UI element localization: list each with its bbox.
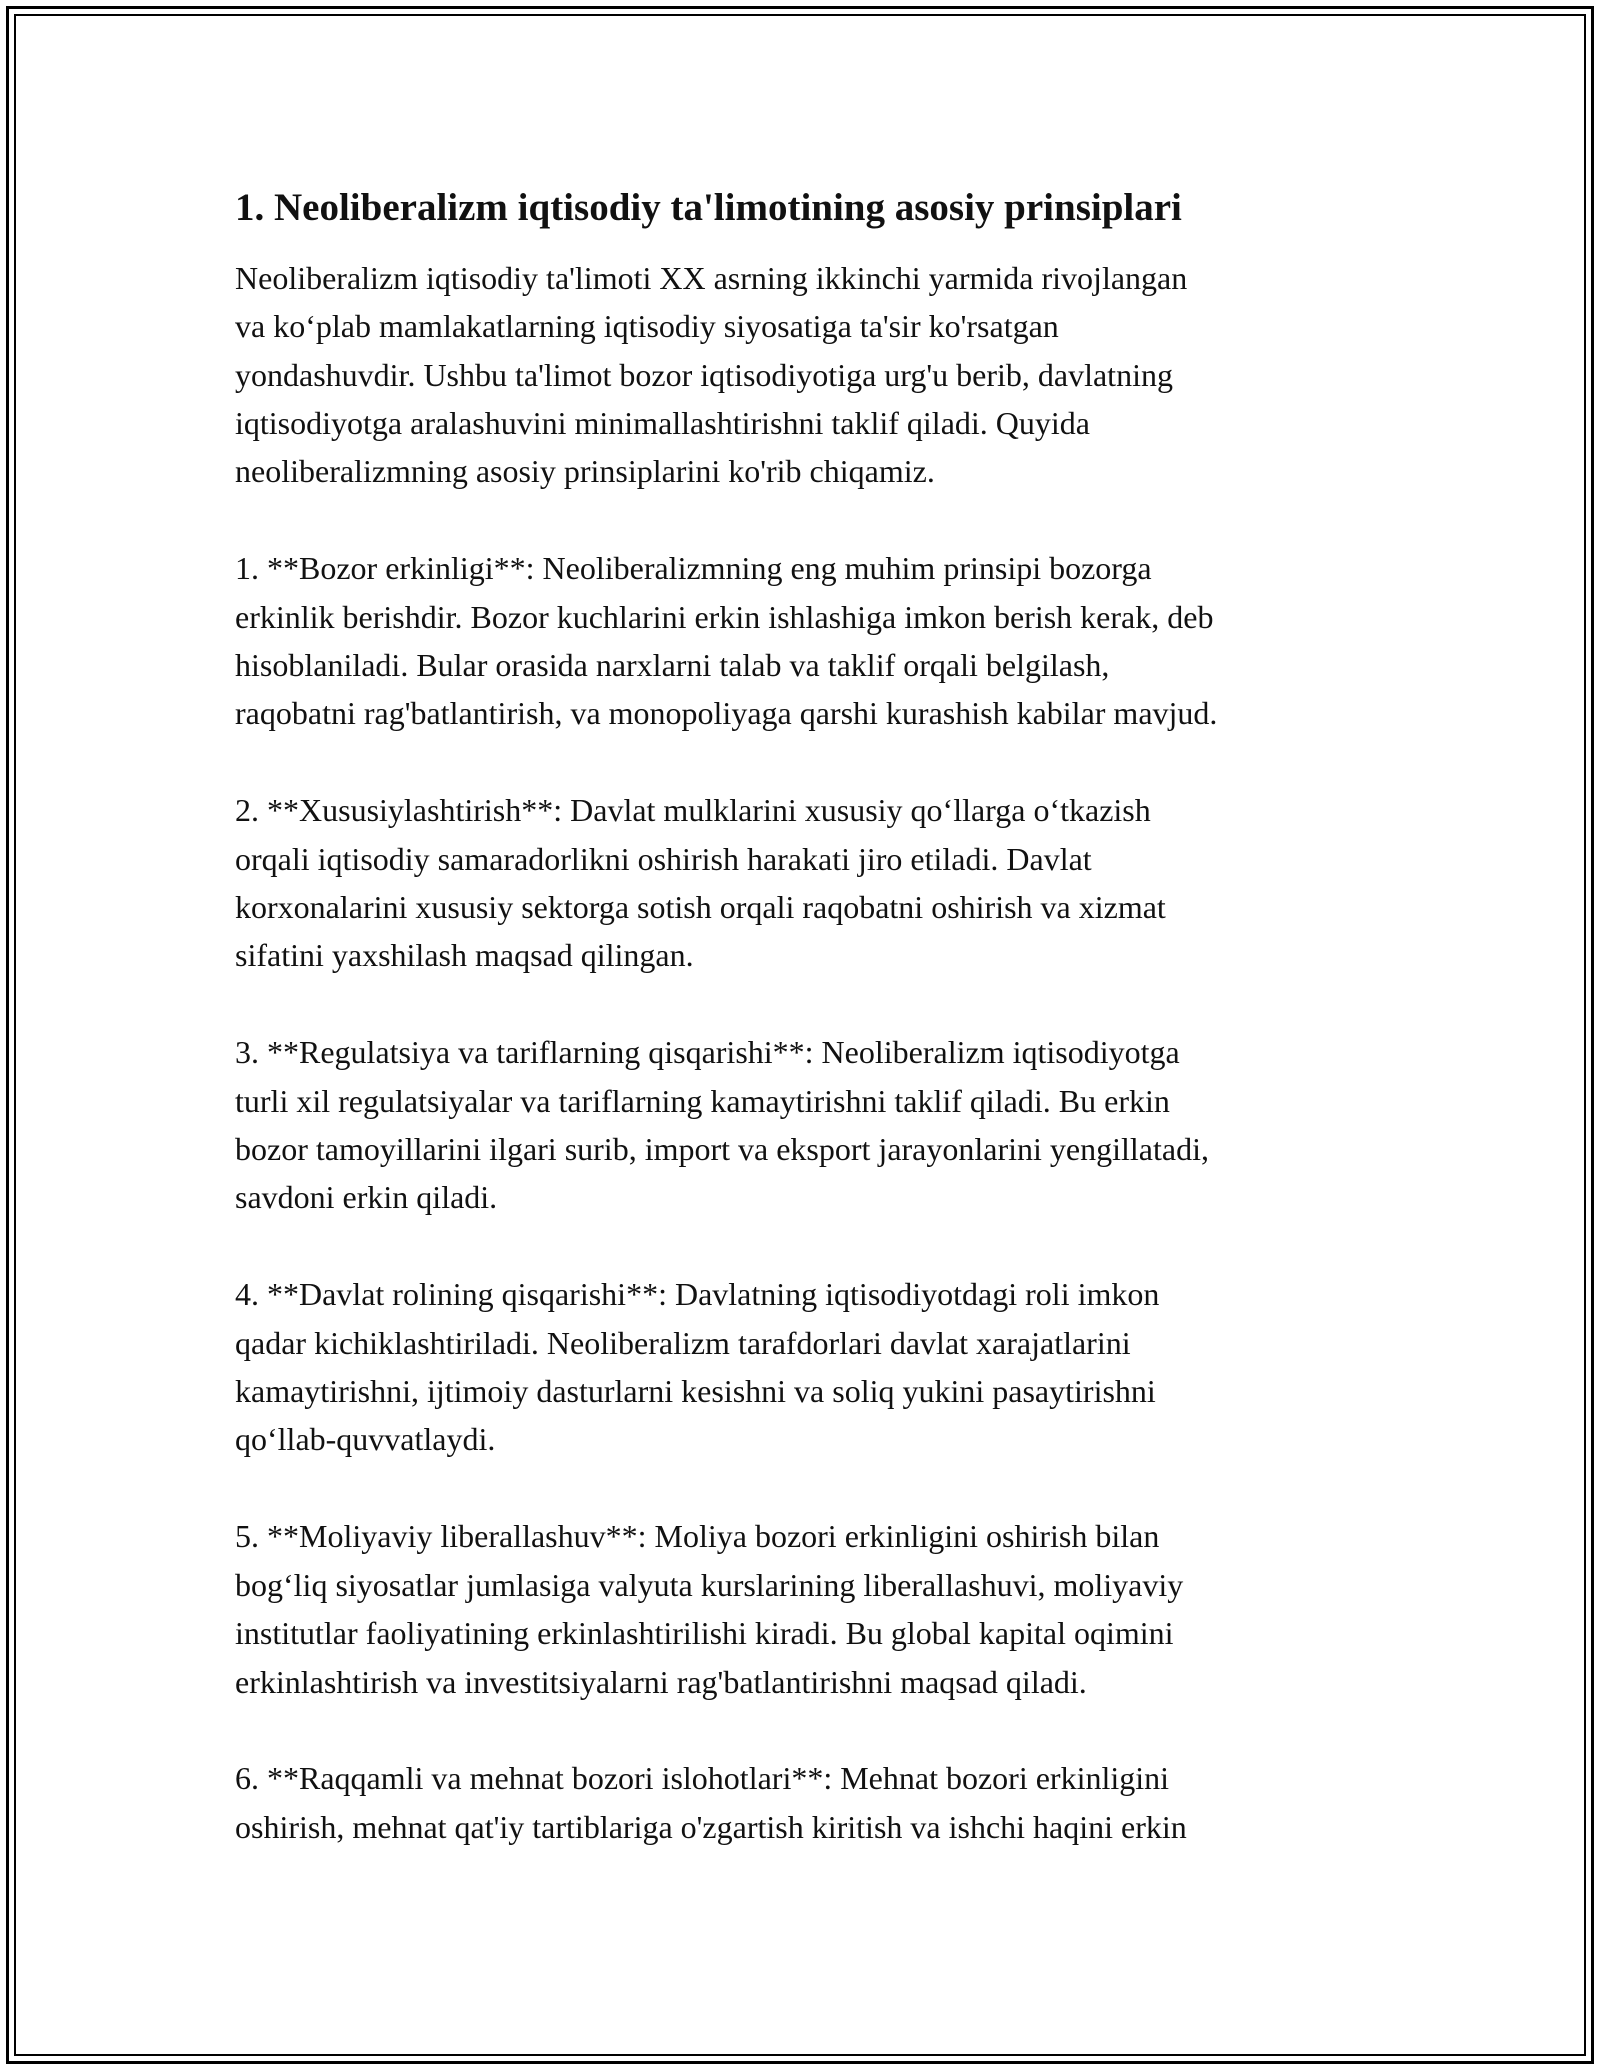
principle-paragraph-4: 4. **Davlat rolining qisqarishi**: Davlatning iqtisodiyotdagi roli imkon qadar kichiklashtiriladi. Neoliberalizm tarafdorlari davlat xarajatlarini kamaytirishni, ijtimoiy dasturlarni kesishni va soliq yukini pasaytirishni qo‘llab-quvvatlaydi. bbox=[235, 1276, 1160, 1458]
principle-paragraph-6: 6. **Raqqamli va mehnat bozori islohotlari**: Mehnat bozori erkinligini oshirish, mehnat qat'iy tartiblariga o'zgartish kiritish va ishchi haqini erkin bbox=[235, 1760, 1187, 1845]
intro-paragraph: Neoliberalizm iqtisodiy ta'limoti XX asrning ikkinchi yarmida rivojlangan va ko‘plab mamlakatlarning iqtisodiy siyosatiga ta'sir ko'rsatgan yondashuvdir. Ushbu ta'limot bozor iqtisodiyotiga urg'u berib, davlatning iqtisodiyotga aralashuvini minimallashtirishni taklif qiladi. Quyida neoliberalizmning asosiy prinsiplarini ko'rib chiqamiz. bbox=[235, 259, 1188, 490]
principle-paragraph-1: 1. **Bozor erkinligi**: Neoliberalizmning eng muhim prinsipi bozorga erkinlik berishdir. Bozor kuchlarini erkin ishlashiga imkon berish kerak, deb hisoblaniladi. Bular orasida narxlarni talab va taklif orqali belgilash, raqobatni rag'batlantirish, va monopoliyaga qarshi kurashish kabilar mavjud. bbox=[235, 550, 1218, 732]
document-title: 1. Neoliberalizm iqtisodiy ta'limotining asosiy prinsiplari bbox=[235, 186, 1182, 229]
principle-paragraph-2: 2. **Xususiylashtirish**: Davlat mulklarini xususiy qo‘llarga o‘tkazish orqali iqtisodiy samaradorlikni oshirish harakati jiro etiladi. Davlat korxonalarini xususiy sektorga sotish orqali raqobatni oshirish va xizmat sifatini yaxshilash maqsad qilingan. bbox=[235, 792, 1166, 974]
principle-paragraph-3: 3. **Regulatsiya va tariflarning qisqarishi**: Neoliberalizm iqtisodiyotga turli xil regulatsiyalar va tariflarning kamaytirishni taklif qiladi. Bu erkin bozor tamoyillarini ilgari surib, import va eksport jarayonlarini yengillatadi, savdoni erkin qiladi. bbox=[235, 1034, 1209, 1216]
document-body bbox=[235, 185, 1375, 1900]
principle-paragraph-5: 5. **Moliyaviy liberallashuv**: Moliya bozori erkinligini oshirish bilan bog‘liq siyosatlar jumlasiga valyuta kurslarining liberallashuvi, moliyaviy institutlar faoliyatining erkinlashtirilishi kiradi. Bu global kapital oqimini erkinlashtirish va investitsiyalarni rag'batlantirishni maqsad qiladi. bbox=[235, 1518, 1184, 1700]
